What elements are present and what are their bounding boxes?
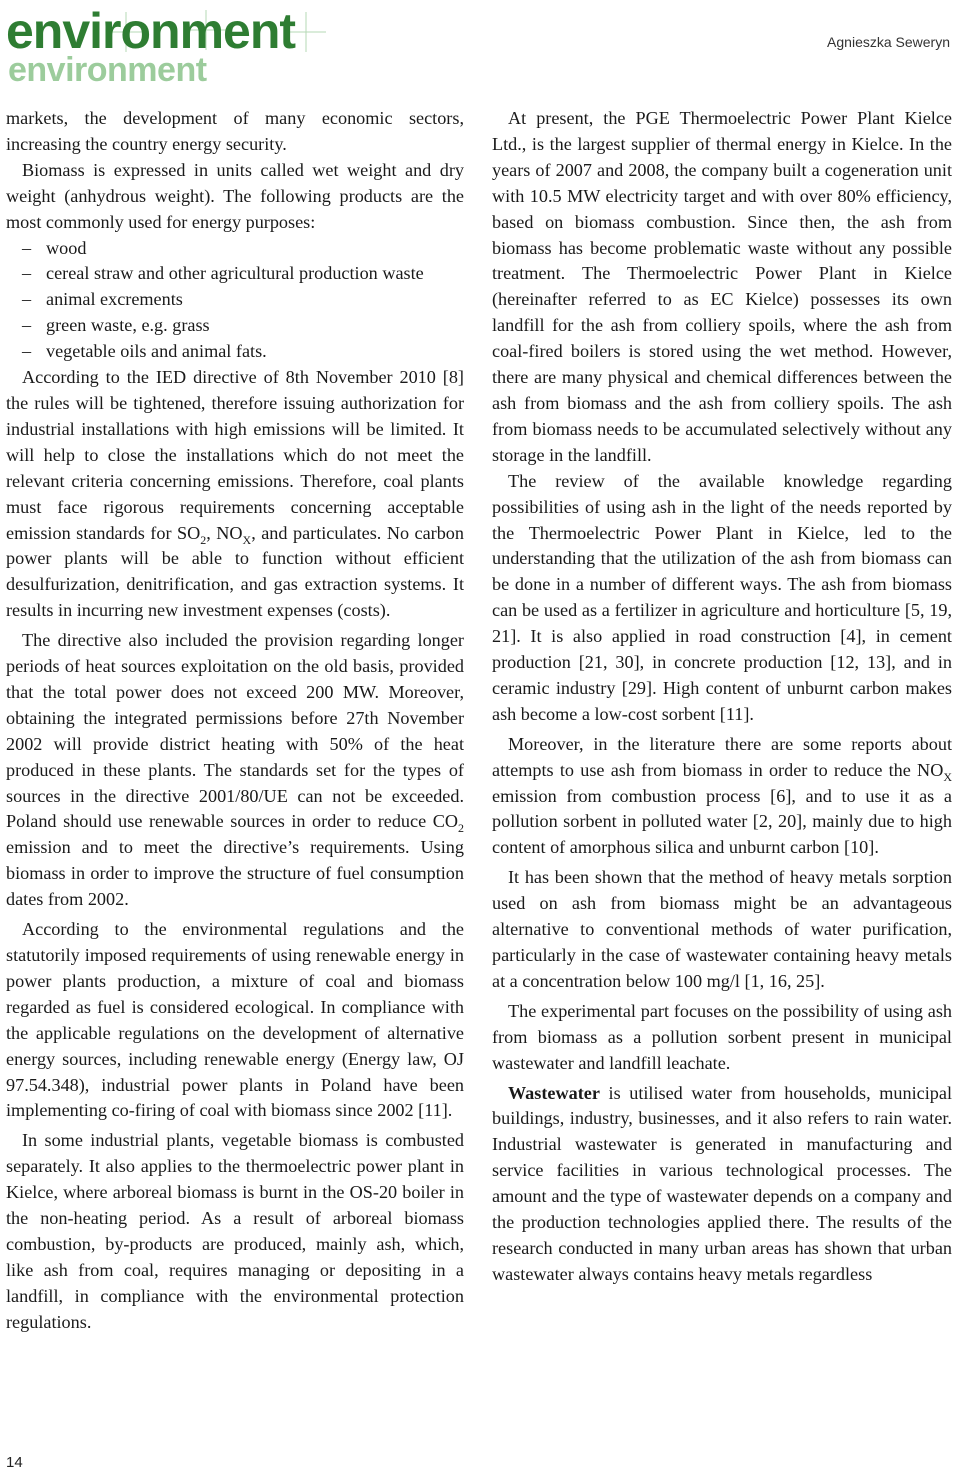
list-item: – animal excrements [6, 287, 464, 313]
logo-main-text: environment [6, 3, 296, 59]
paragraph: At present, the PGE Thermoelectric Power Plant Kielce Ltd., is the largest supplier of thermal energy in Kielce. In the years of 2007 and 2008, the company built a cogeneration unit with 10.5 MW electricity target and with over 80% efficiency, based on biomass combustion. Since then, the ash from biomass has become problematic waste without any possible treatment. The Thermoelectric Power Plant in Kielce (hereinafter referred to as EC Kielce) possesses its own landfill for the ash from colliery spoils, where the ash from coal-fired boilers is stored using the wet method. However, there are many physical and chemical differences between the ash from biomass and the ash from colliery spoils. The ash from biomass needs to be accumulated selectively without any storage in the landfill. [492, 108, 952, 465]
paragraph: The experimental part focuses on the possibility of using ash from biomass as a pollution sorbent present in municipal wastewater and landfill leachate. [492, 1000, 952, 1073]
list-item: – vegetable oils and animal fats. [6, 339, 464, 365]
list-item: – green waste, e.g. grass [6, 313, 464, 339]
journal-logo [6, 4, 386, 90]
paragraph: The review of the available knowledge regarding possibilities of using ash in the light of the needs reported by the Thermoelectric Power Plant in Kielce, led to the understanding that the utilization of the ash from biomass can be done in a number of different ways. The ash from biomass can be used as a fertilizer in agriculture and horticulture [5, 19, 21]. It is also applied in road construction [4], in cement production [21, 30], in concrete production [12, 13], and in ceramic industry [29]. High content of unburnt carbon makes ash become a low-cost sorbent [11]. [492, 470, 952, 724]
paragraph: markets, the development of many economic sectors, increasing the country energy security. [6, 108, 464, 154]
list-item: – cereal straw and other agricultural production waste [6, 261, 464, 287]
paragraph: Moreover, in the literature there are some reports about attempts to use ash from biomass in order to reduce the $NO_X$ emission from combustion process [6], and to use it as a pollution sorbent in polluted water [2, 20], mainly due to high content of amorphous silica and unburnt carbon [10]. [492, 733, 952, 858]
logo-echo-text: environment [8, 51, 207, 89]
author-name: Agnieszka Seweryn [827, 34, 950, 50]
paragraph: According to the environmental regulations and the statutorily imposed requirements of using renewable energy in power plants production, a mixture of coal and biomass regarded as fuel is considered ecological. In compliance with the applicable regulations on the development of alternative energy sources, including renewable energy (Energy law, OJ 97.54.348), industrial power plants in Poland have been implementing co-firing of coal with biomass since 2002 [11]. [6, 919, 464, 1121]
paragraph: It has been shown that the method of heavy metals sorption used on ash from biomass might be an advantageous alternative to conventional methods of water purification, particularly in the case of wastewater containing heavy metals at a concentration below 100 mg/l [1, 16, 25]. [492, 867, 952, 991]
left-column [6, 106, 464, 1336]
energy-products-list [6, 236, 464, 366]
list-item: – wood [6, 236, 464, 262]
paragraph: Wastewater is utilised water from households, municipal buildings, industry, businesses, and it also refers to rain water. Industrial wastewater is generated in manufacturing and service facilities in various technological processes. The amount and the type of wastewater depends on a company and the production technologies applied there. The results of the research conducted in many urban areas has shown that urban wastewater always contains heavy metals regardless [492, 1082, 952, 1284]
right-column [492, 106, 952, 1288]
paragraph: In some industrial plants, vegetable biomass is combusted separately. It also applies to the thermoelectric power plant in Kielce, where arboreal biomass is burnt in the OS-20 boiler in the non-heating period. As a result of arboreal biomass combustion, by-products are produced, mainly ash, which, like ash from coal, requires managing or depositing in a landfill, in compliance with the environmental protection regulations. [6, 1130, 464, 1332]
term-wastewater: Wastewater [508, 1082, 600, 1103]
paragraph: Biomass is expressed in units called wet weight and dry weight (anhydrous weight). The following products are the most commonly used for energy purposes: [6, 159, 464, 232]
paragraph: The directive also included the provision regarding longer periods of heat sources exploitation on the old basis, provided that the total power does not exceed 200 MW. Moreover, obtaining the integrated permissions before 27th November 2002 will provide district heating with 50% of the heat produced in these plants. The standards set for the types of sources in the directive 2001/80/UE can not be exceeded. Poland should use renewable sources in order to reduce $CO_2$ emission and to meet the directive’s requirements. Using biomass in order to improve the structure of fuel consumption dates from 2002. [6, 630, 464, 910]
paragraph: According to the IED directive of 8th November 2010 [8] the rules will be tightened, therefore issuing authorization for industrial installations with high emissions will be limited. It will help to close the installations which do not meet the relevant criteria concerning emissions. Therefore, coal plants must face rigorous requirements concerning acceptable emission standards for $SO_2$, $NO_X$, and particulates. No carbon power plants will be able to function without efficient desulfurization, denitrification, and gas extraction systems. It results in incurring new investment expenses (costs). [6, 367, 464, 621]
page-number: 14 [6, 1454, 23, 1471]
